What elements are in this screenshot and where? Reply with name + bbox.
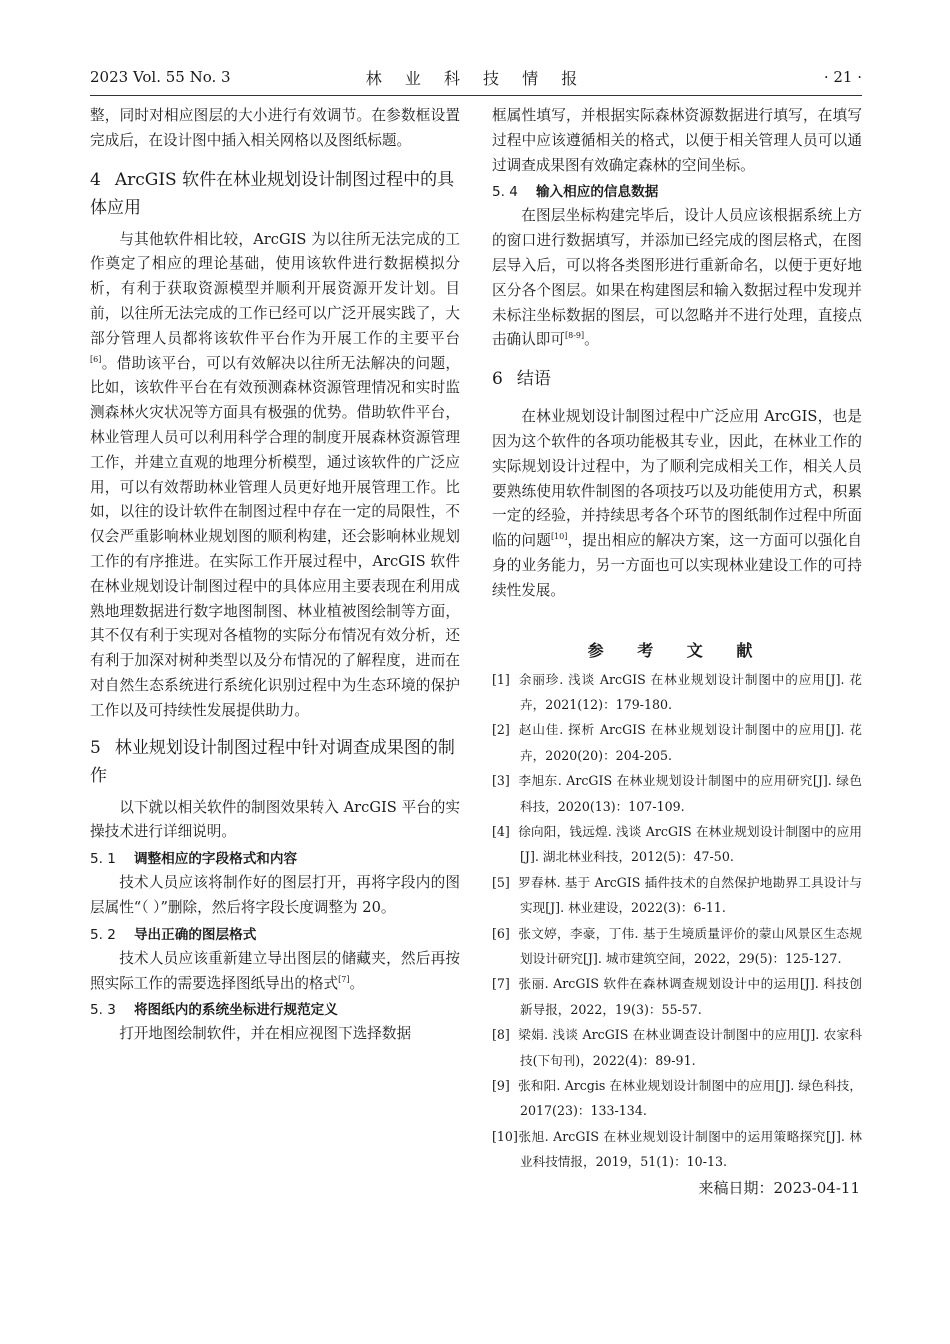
reference-text: 徐向阳，钱远煌. 浅谈 ArcGIS 在林业规划设计制图中的应用[J]. 湖北林业科技，2012(5)：47-50. <box>518 823 862 865</box>
subsection-5-3-text: 打开地图绘制软件，并在相应视图下选择数据 <box>119 1025 412 1043</box>
reference-text: 张丽. ArcGIS 软件在森林调查规划设计中的运用[J]. 科技创新导报，2022，19(3)：55-57. <box>518 976 862 1017</box>
section-4-heading <box>90 166 460 222</box>
reference-number: [5] <box>492 874 510 890</box>
reference-text: 李旭东. ArcGIS 在林业规划设计制图中的应用研究[J]. 绿色科技，2020(13)：107-109. <box>518 773 862 814</box>
reference-number: [6] <box>492 925 510 941</box>
subsection-5-4-text: 在图层坐标构建完毕后，设计人员应该根据系统上方的窗口进行数据填写，并添加已经完成的图层格式，在图层导入后，可以将各类图形进行重新命名，以便于更好地区分各个图层。如果在构建图层和输入数据过程中发现并未标注坐标数据的图层，可以忽略并不进行处理，直接点击确认即可[8-9]。 <box>492 207 862 349</box>
reference-text: 梁娟. 浅谈 ArcGIS 在林业调查设计制图中的应用[J]. 农家科技(下旬刊)，2022(4)：89-91. <box>518 1027 862 1068</box>
section-number: 5 <box>90 737 101 758</box>
citation: [8-9] <box>564 331 585 341</box>
subsection-5-3-heading: 5. 3 将图纸内的系统坐标进行规范定义 <box>90 1002 338 1019</box>
references-title: 参 考 文 献 <box>587 640 767 660</box>
left-column <box>90 104 460 1047</box>
reference-item <box>492 667 862 718</box>
section-4-paragraph: 与其他软件相比较，ArcGIS 为以往所无法完成的工作奠定了相应的理论基础，使用该软件进行数据模拟分析，有利于获取资源模型并顺利开展资源开发计划。目前，以往所无法完成的工作已经可以广泛开展实践了，大部分管理人员都将该软件平台作为开展工作的主要平台[6]。借助该平台，可以有效解决以往所无法解决的问题，比如，该软件平台在有效预测森林资源管理情况和实时监测森林火灾状况等方面具有极强的优势。借助软件平台，林业管理人员可以利用科学合理的制度开展森林资源管理工作，并建立直观的地理分析模型，通过该软件的广泛应用，可以有效帮助林业管理人员更好地开展管理工作。比如，以往的设计软件在制图过程中存在一定的局限性，不仅会严重影响林业规划图的顺利构建，还会影响林业规划工作的有序推进。在实际工作开展过程中，ArcGIS 软件在林业规划设计制图过程中的具体应用主要表现在利用成熟地理数据进行数字地图制图、林业植被图绘制等方面，其不仅有利于实现对各植物的实际分布情况有效分析，还有利于加深对树种类型以及分布情况的了解程度，进而在对自然生态系统进行系统化识别过程中为生态环境的保护工作以及可持续性发展提供助力。 <box>90 230 460 719</box>
right-column <box>492 104 862 1198</box>
reference-item <box>492 768 862 819</box>
subsection-5-4-heading: 5. 4 输入相应的信息数据 <box>492 184 659 201</box>
reference-text: 余丽珍. 浅谈 ArcGIS 在林业规划设计制图中的应用[J]. 花卉，2021(12)：179-180. <box>518 671 862 712</box>
reference-item <box>492 921 862 972</box>
reference-text: 张旭. ArcGIS 在林业规划设计制图中的运用策略探究[J]. 林业科技情报，2019，51(1)：10-13. <box>518 1128 862 1170</box>
journal-issue: 2023 Vol. 55 No. 3 <box>90 68 231 86</box>
citation: [10] <box>550 532 568 542</box>
reference-number: [4] <box>492 823 510 839</box>
reference-item <box>492 870 862 921</box>
reference-item <box>492 1022 862 1073</box>
reference-text: 赵山佳. 探析 ArcGIS 在林业规划设计制图中的应用[J]. 花卉，2020(20)：204-205. <box>518 722 862 763</box>
page-number: · 21 · <box>823 68 862 86</box>
reference-list <box>492 667 862 1175</box>
reference-number: [9] <box>492 1078 510 1094</box>
section-5-intro: 以下就以相关软件的制图效果转入 ArcGIS 平台的实操技术进行详细说明。 <box>90 798 460 841</box>
section-title: ArcGIS 软件在林业规划设计制图过程中的具体应用 <box>90 169 455 218</box>
section-5-heading <box>90 734 460 790</box>
subsection-5-1-heading: 5. 1 调整相应的字段格式和内容 <box>90 851 298 868</box>
citation: [6] <box>90 354 102 364</box>
page-header <box>90 66 862 92</box>
section-number: 4 <box>90 169 101 190</box>
reference-text: 张文婷，李豪，丁伟. 基于生境质量评价的蒙山风景区生态规划设计研究[J]. 城市建筑空间，2022，29(5)：125-127. <box>518 925 862 967</box>
continued-paragraph: 整，同时对相应图层的大小进行有效调节。在参数框设置完成后，在设计图中插入相关网格以及图纸标题。 <box>90 107 460 149</box>
reference-number: [8] <box>492 1027 510 1043</box>
section-6-heading <box>492 365 862 393</box>
subsection-5-1-text: 技术人员应该将制作好的图层打开，再将字段内的图层属性“（ ）”删除，然后将字段长度调整为 20。 <box>90 874 460 916</box>
reference-item <box>492 1073 862 1124</box>
received-date: 来稿日期：2023-04-11 <box>698 1178 860 1197</box>
section-title: 结语 <box>516 369 551 390</box>
subsection-5-2-text: 技术人员应该重新建立导出图层的储藏夹，然后再按照实际工作的需要选择图纸导出的格式[7]。 <box>90 949 460 992</box>
reference-text: 张和阳. Arcgis 在林业规划设计制图中的应用[J]. 绿色科技，2017(23)：133-134. <box>518 1078 862 1119</box>
reference-item <box>492 971 862 1022</box>
reference-item <box>492 819 862 870</box>
section-6-paragraph: 在林业规划设计制图过程中广泛应用 ArcGIS，也是因为这个软件的各项功能极其专业，因此，在林业工作的实际规划设计过程中，为了顺利完成相关工作，相关人员要熟练使用软件制图的各项技巧以及功能使用方式，积累一定的经验，并持续思考各个环节的图纸制作过程中所面临的问题[10]，提出相应的解决方案，这一方面可以强化自身的业务能力，另一方面也可以实现林业建设工作的可持续性发展。 <box>492 408 862 599</box>
reference-item <box>492 1124 862 1175</box>
reference-item <box>492 717 862 768</box>
header-divider <box>90 95 862 96</box>
citation: [7] <box>338 974 350 984</box>
journal-name: 林 业 科 技 情 报 <box>365 69 587 88</box>
reference-number: [3] <box>492 773 510 789</box>
reference-number: [1] <box>492 671 510 687</box>
reference-text: 罗春林. 基于 ArcGIS 插件技术的自然保护地勘界工具设计与实现[J]. 林业建设，2022(3)：6-11. <box>518 874 862 916</box>
section-number: 6 <box>492 369 503 390</box>
reference-number: [2] <box>492 722 510 738</box>
subsection-5-2-heading: 5. 2 导出正确的图层格式 <box>90 926 257 943</box>
section-title: 林业规划设计制图过程中针对调查成果图的制作 <box>90 737 455 786</box>
reference-number: [10] <box>492 1128 518 1144</box>
continued-paragraph: 框属性填写，并根据实际森林资源数据进行填写，在填写过程中应该遵循相关的格式，以便于相关管理人员可以通过调查成果图有效确定森林的空间坐标。 <box>492 107 862 174</box>
reference-number: [7] <box>492 976 510 992</box>
